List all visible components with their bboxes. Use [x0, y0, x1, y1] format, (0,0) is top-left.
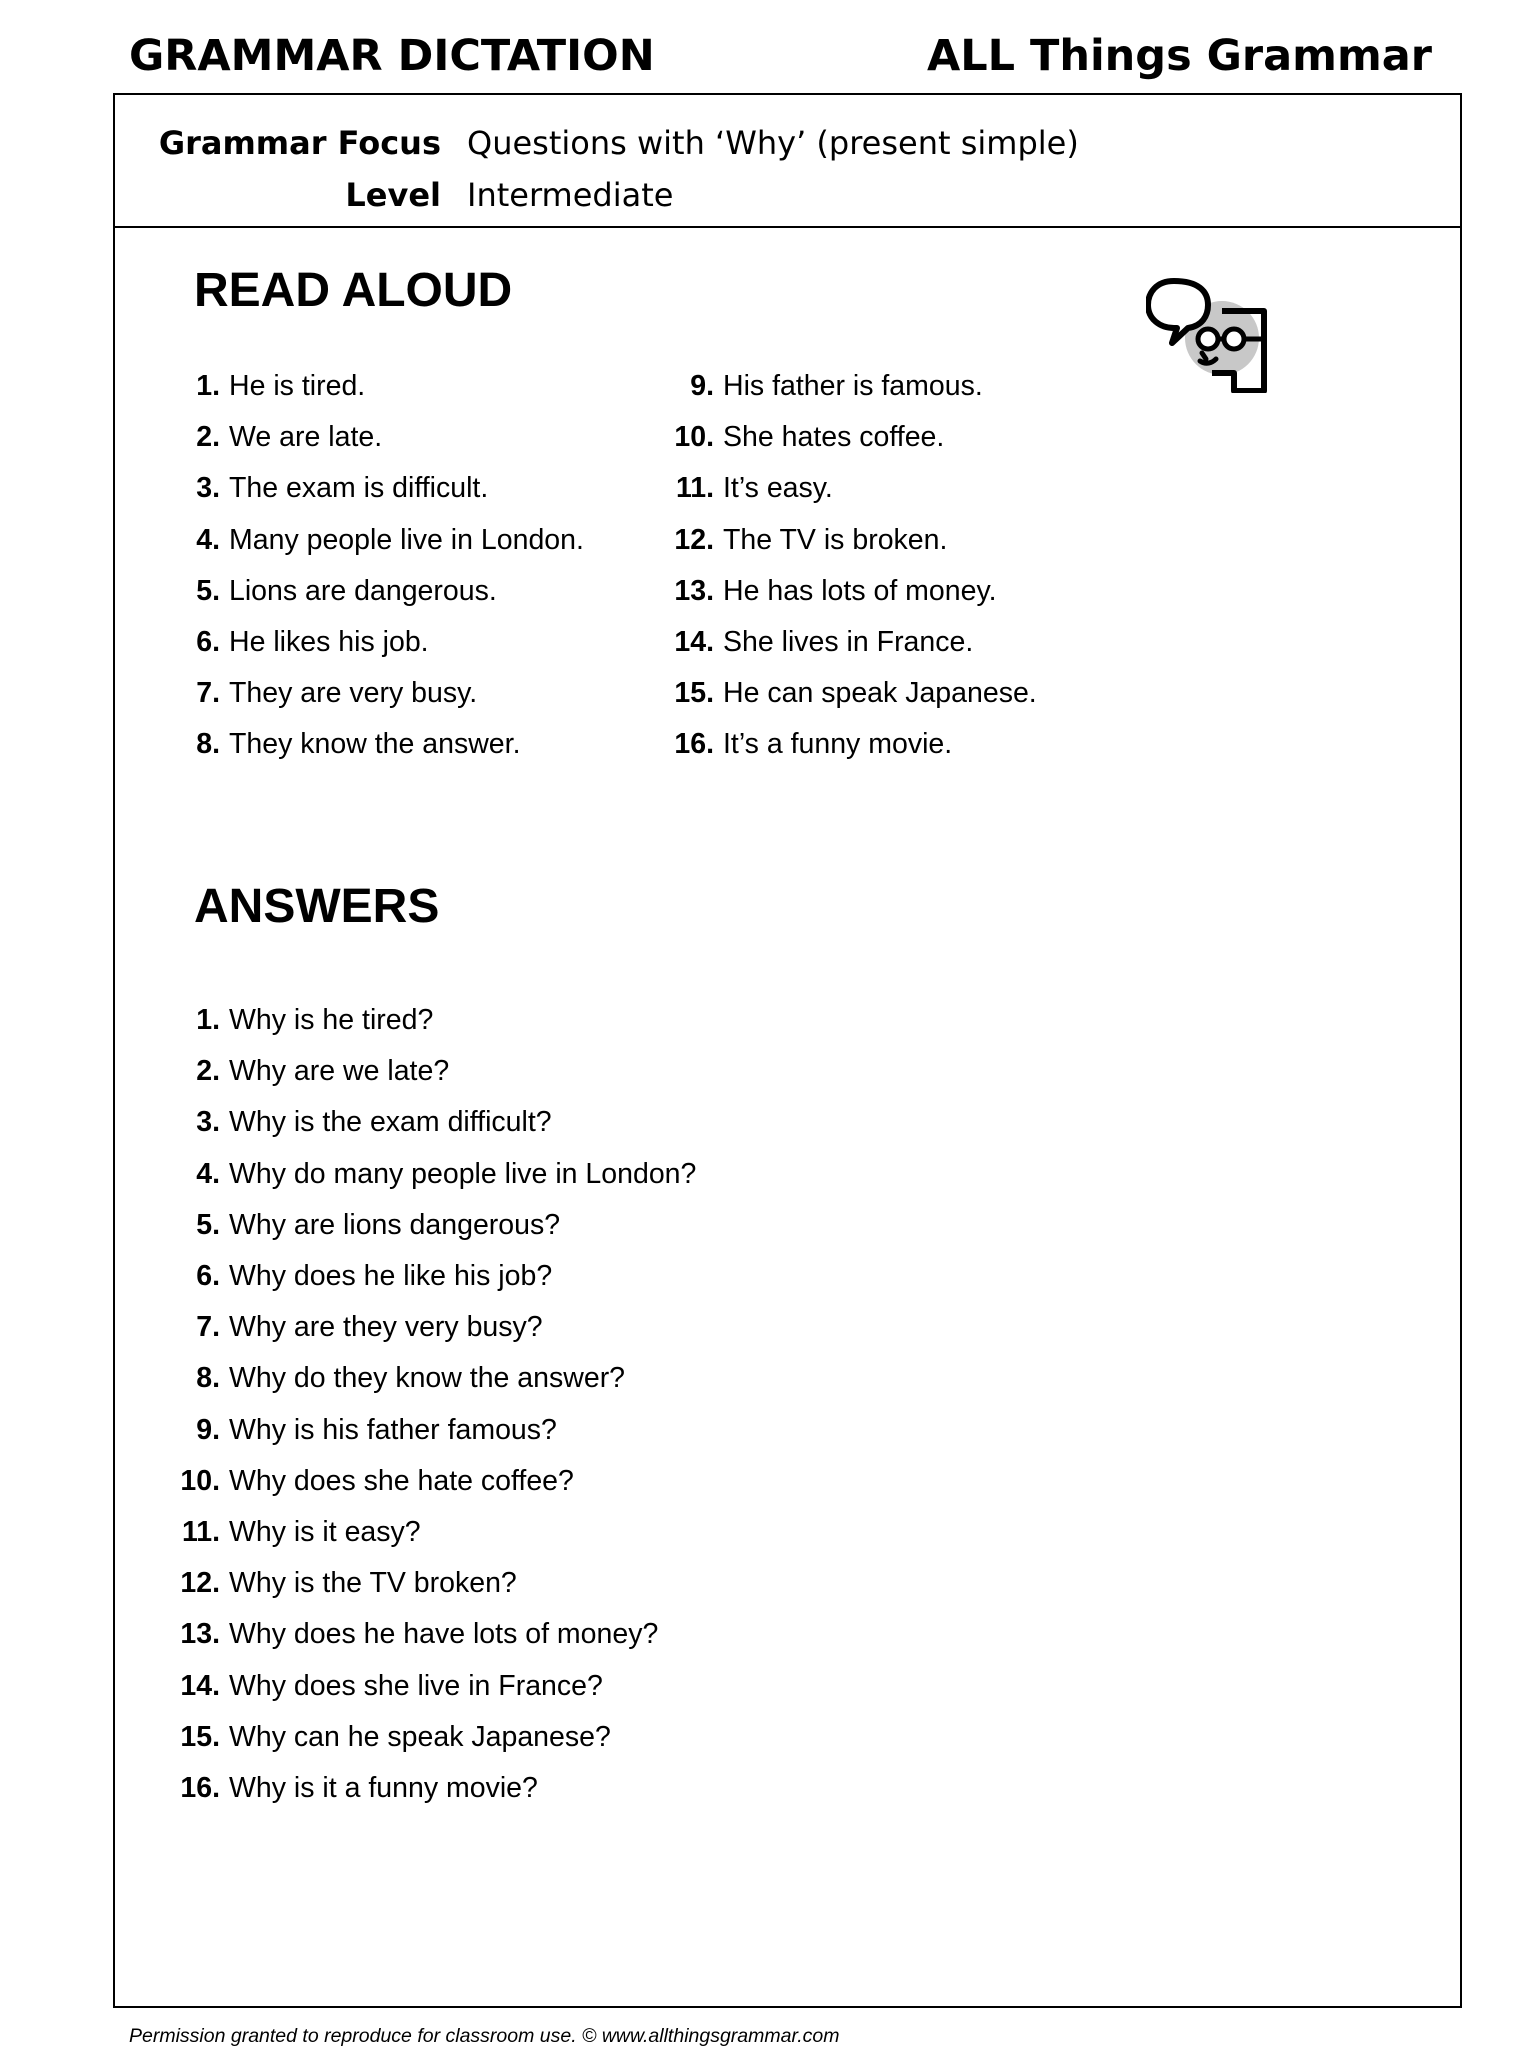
item-number: 2. — [196, 1055, 220, 1087]
item-text: Why does she hate coffee? — [229, 1465, 574, 1497]
item-text: Why do many people live in London? — [229, 1158, 697, 1190]
item-text: Lions are dangerous. — [229, 575, 497, 607]
item-number: 14. — [674, 626, 714, 658]
copyright-footer: Permission granted to reproduce for classroom use. © www.allthingsgrammar.com — [129, 2025, 840, 2047]
item-number: 4. — [196, 524, 220, 556]
item-text: Why is his father famous? — [229, 1414, 557, 1446]
item-text: Why are we late? — [229, 1055, 450, 1087]
item-number: 1. — [196, 1004, 220, 1036]
item-text: She lives in France. — [723, 626, 974, 658]
speaking-person-icon — [1146, 273, 1278, 393]
item-number: 7. — [196, 677, 220, 709]
item-text: His father is famous. — [723, 370, 983, 402]
grammar-focus-row — [113, 118, 1113, 168]
item-number: 5. — [196, 575, 220, 607]
item-number: 12. — [674, 524, 714, 556]
item-text: She hates coffee. — [723, 421, 945, 453]
worksheet-type-title: GRAMMAR DICTATION — [129, 31, 655, 81]
item-text: They know the answer. — [229, 728, 521, 760]
item-text: We are late. — [229, 421, 383, 453]
item-number: 5. — [196, 1209, 220, 1241]
item-text: Why is the exam difficult? — [229, 1106, 552, 1138]
item-text: The TV is broken. — [723, 524, 948, 556]
item-number: 13. — [180, 1618, 220, 1650]
item-text: Many people live in London. — [229, 524, 584, 556]
item-text: Why is the TV broken? — [229, 1567, 517, 1599]
item-number: 7. — [196, 1311, 220, 1343]
level-value: Intermediate — [467, 176, 674, 214]
item-text: Why are lions dangerous? — [229, 1209, 561, 1241]
item-text: It’s easy. — [723, 472, 833, 504]
item-number: 16. — [180, 1772, 220, 1804]
read-aloud-heading: READ ALOUD — [194, 264, 513, 317]
item-text: The exam is difficult. — [229, 472, 489, 504]
item-text: Why are they very busy? — [229, 1311, 543, 1343]
item-number: 3. — [196, 472, 220, 504]
item-number: 14. — [180, 1670, 220, 1702]
item-number: 15. — [180, 1721, 220, 1753]
item-number: 16. — [674, 728, 714, 760]
item-number: 12. — [180, 1567, 220, 1599]
item-text: Why is it a funny movie? — [229, 1772, 538, 1804]
item-number: 11. — [675, 472, 714, 504]
item-number: 1. — [196, 370, 220, 402]
item-number: 8. — [196, 1362, 220, 1394]
answers-heading: ANSWERS — [194, 880, 440, 933]
item-text: He can speak Japanese. — [723, 677, 1037, 709]
item-number: 9. — [690, 370, 714, 402]
item-number: 4. — [196, 1158, 220, 1190]
item-text: He has lots of money. — [723, 575, 997, 607]
grammar-focus-label: Grammar Focus — [158, 124, 441, 162]
item-number: 11. — [181, 1516, 220, 1548]
brand-title: ALL Things Grammar — [926, 31, 1432, 81]
item-number: 13. — [674, 575, 714, 607]
item-number: 9. — [196, 1414, 220, 1446]
item-text: Why does he have lots of money? — [229, 1618, 659, 1650]
level-row — [113, 170, 1113, 220]
item-number: 3. — [196, 1106, 220, 1138]
item-text: Why is he tired? — [229, 1004, 434, 1036]
item-number: 15. — [674, 677, 714, 709]
item-text: Why does he like his job? — [229, 1260, 553, 1292]
item-text: They are very busy. — [229, 677, 478, 709]
grammar-focus-value: Questions with ‘Why’ (present simple) — [467, 124, 1079, 162]
item-text: He is tired. — [229, 370, 366, 402]
item-number: 8. — [196, 728, 220, 760]
item-text: Why does she live in France? — [229, 1670, 603, 1702]
level-label: Level — [345, 176, 441, 214]
item-text: Why is it easy? — [229, 1516, 421, 1548]
item-text: Why do they know the answer? — [229, 1362, 626, 1394]
item-text: It’s a funny movie. — [723, 728, 953, 760]
item-text: Why can he speak Japanese? — [229, 1721, 611, 1753]
item-number: 10. — [674, 421, 714, 453]
item-number: 2. — [196, 421, 220, 453]
meta-divider — [113, 226, 1462, 228]
item-number: 6. — [196, 1260, 220, 1292]
item-number: 6. — [196, 626, 220, 658]
item-number: 10. — [180, 1465, 220, 1497]
item-text: He likes his job. — [229, 626, 429, 658]
